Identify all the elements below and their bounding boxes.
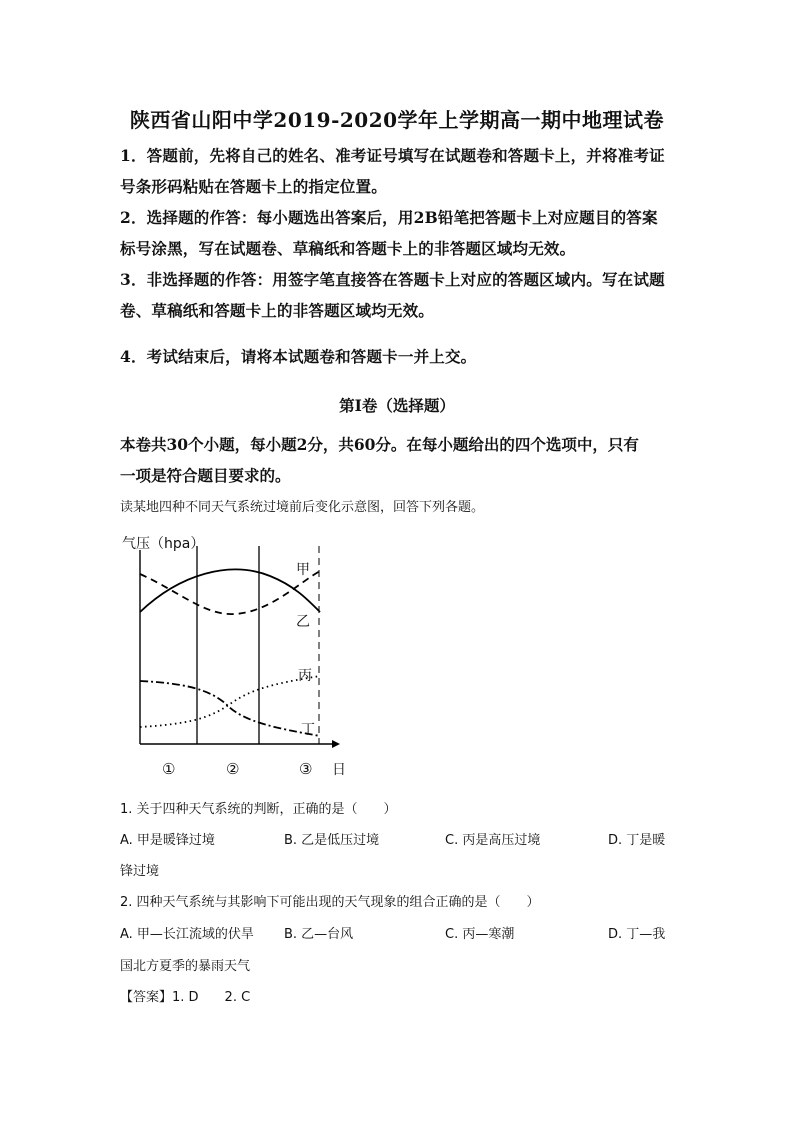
label-bing: 丙 bbox=[298, 668, 312, 684]
instruction-line: 3．非选择题的作答：用签字笔直接答在答题卡上对应的答题区域内。写在试题 bbox=[120, 270, 665, 289]
section-title: 第Ⅰ卷（选择题） bbox=[339, 396, 455, 415]
instruction-line: 2．选择题的作答：每小题选出答案后，用2B铅笔把答题卡上对应题目的答案 bbox=[120, 208, 658, 227]
q2-option-d-wrap: 国北方夏季的暴雨天气 bbox=[120, 959, 251, 974]
question-2-stem: 2. 四种天气系统与其影响下可能出现的天气现象的组合正确的是（ ） bbox=[120, 895, 540, 910]
q2-option-a: A. 甲—长江流域的伏旱 bbox=[120, 927, 254, 942]
curve-yi bbox=[140, 571, 320, 614]
x-axis-label: 日 bbox=[332, 762, 346, 778]
q1-option-c: C. 丙是高压过境 bbox=[445, 833, 541, 848]
page-title: 陕西省山阳中学2019-2020学年上学期高一期中地理试卷 bbox=[129, 108, 665, 132]
section-intro-line: 一项是符合题目要求的。 bbox=[120, 466, 291, 485]
curve-jia bbox=[140, 569, 320, 612]
question-lead: 读某地四种不同天气系统过境前后变化示意图，回答下列各题。 bbox=[120, 500, 485, 515]
instruction-line: 1．答题前，先将自己的姓名、准考证号填写在试题卷和答题卡上，并将准考证 bbox=[120, 146, 665, 165]
marker-1: ① bbox=[162, 760, 176, 778]
instruction-line: 标号涂黑，写在试题卷、草稿纸和答题卡上的非答题区域均无效。 bbox=[120, 239, 576, 258]
marker-3: ③ bbox=[299, 760, 313, 778]
label-ding: 丁 bbox=[301, 722, 315, 738]
y-axis-label: 气压（hpa） bbox=[122, 536, 205, 552]
question-1-stem: 1. 关于四种天气系统的判断，正确的是（ ） bbox=[120, 802, 397, 817]
section-intro-line: 本卷共30个小题，每小题2分，共60分。在每小题给出的四个选项中，只有 bbox=[120, 435, 639, 454]
pressure-chart bbox=[110, 528, 370, 780]
instruction-line: 卷、草稿纸和答题卡上的非答题区域均无效。 bbox=[120, 301, 435, 320]
x-axis-arrow bbox=[332, 740, 340, 748]
q1-option-d-wrap: 锋过境 bbox=[120, 864, 160, 879]
instruction-line: 4．考试结束后，请将本试题卷和答题卡一并上交。 bbox=[120, 347, 477, 366]
q1-option-d: D. 丁是暖 bbox=[608, 833, 666, 848]
curve-ding bbox=[140, 681, 320, 736]
q2-option-c: C. 丙—寒潮 bbox=[445, 927, 515, 942]
q2-option-b: B. 乙—台风 bbox=[284, 927, 354, 942]
answer-line bbox=[120, 986, 250, 1005]
label-yi: 乙 bbox=[296, 614, 310, 630]
q1-option-b: B. 乙是低压过境 bbox=[284, 833, 380, 848]
answer-label: 【答案】 bbox=[120, 990, 173, 1005]
label-jia: 甲 bbox=[296, 562, 310, 578]
q1-option-a: A. 甲是暖锋过境 bbox=[120, 833, 215, 848]
q2-option-d: D. 丁—我 bbox=[608, 927, 666, 942]
answer-text: 1. D 2. C bbox=[172, 990, 251, 1005]
marker-2: ② bbox=[226, 760, 240, 778]
instruction-line: 号条形码粘贴在答题卡上的指定位置。 bbox=[120, 177, 387, 196]
